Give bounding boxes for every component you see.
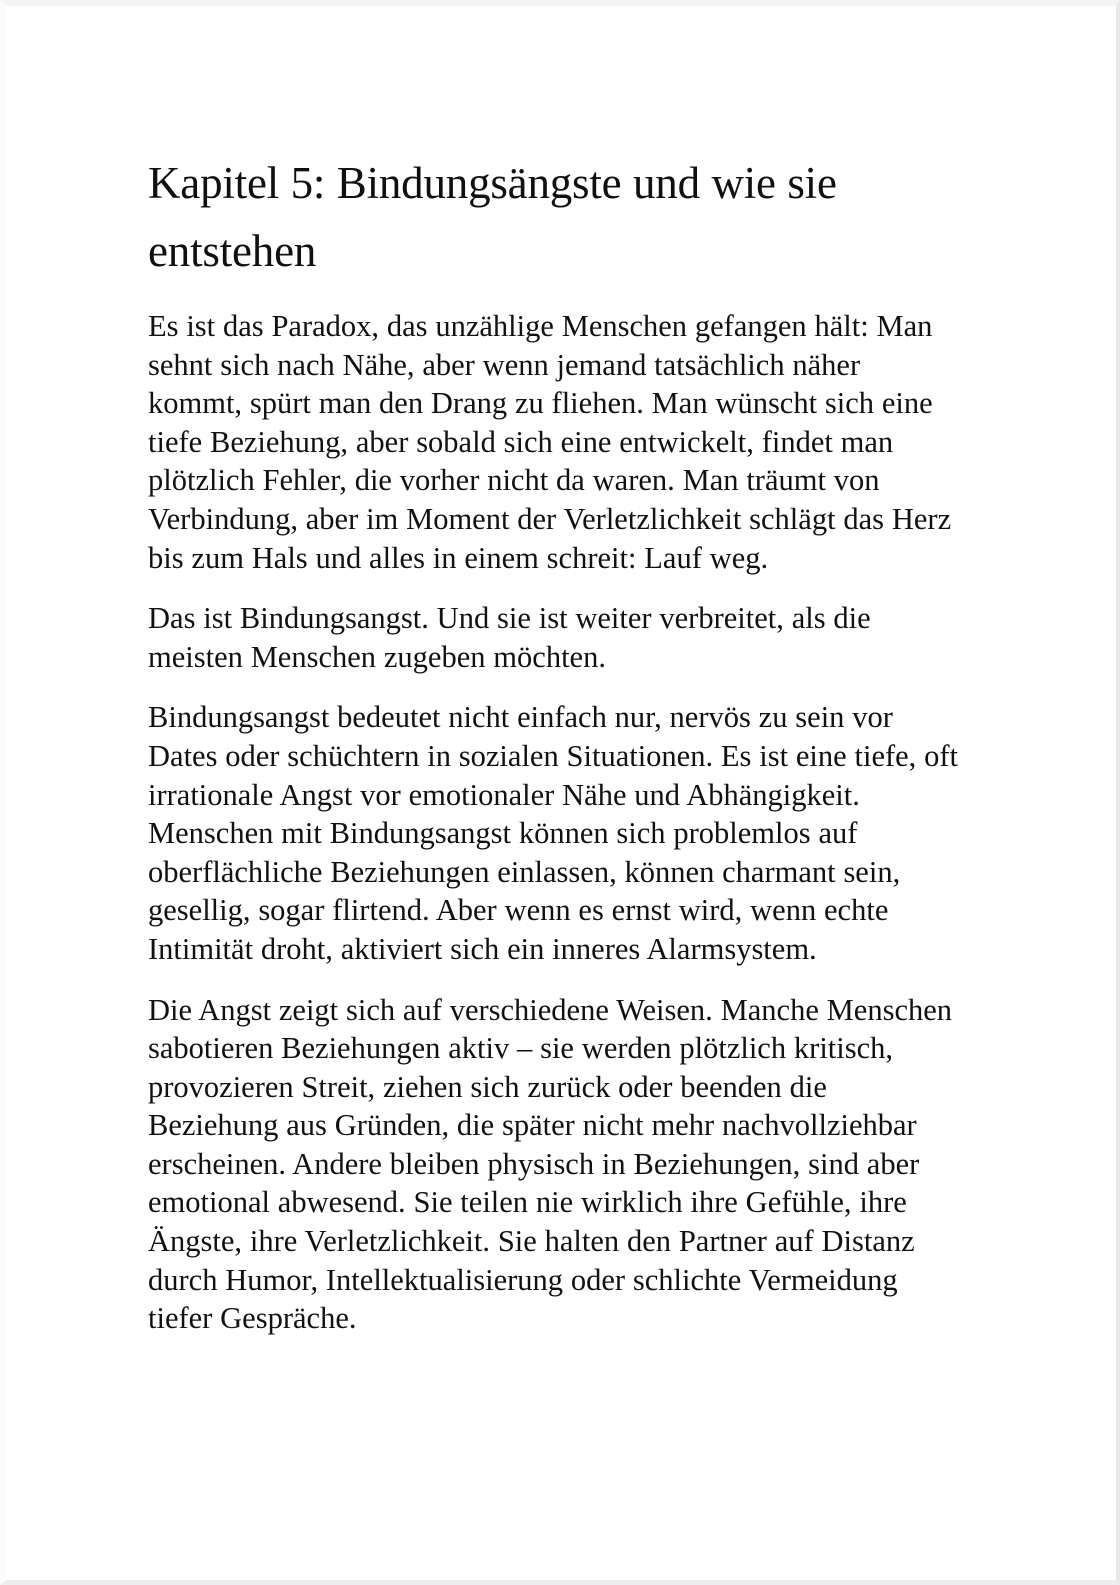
paragraph-2: Das ist Bindungsangst. Und sie ist weiter verbreitet, als die meisten Menschen zugeben möchten. <box>148 601 871 674</box>
paragraph-4: Die Angst zeigt sich auf verschiedene Weisen. Manche Menschen sabotieren Beziehungen aktiv – sie werden plötzlich kritisch, provozieren Streit, ziehen sich zurück oder beenden die Beziehung aus Gründen, die später nicht mehr nachvollziehbar erscheinen. Andere bleiben physisch in Beziehungen, sind aber emotional abwesend. Sie teilen nie wirklich ihre Gefühle, ihre Ängste, ihre Verletzlichkeit. Sie halten den Partner auf Distanz durch Humor, Intellektualisierung oder schlichte Vermeidung tiefer Gespräche. <box>148 992 953 1336</box>
paragraph-3: Bindungsangst bedeutet nicht einfach nur, nervös zu sein vor Dates oder schüchtern in sozialen Situationen. Es ist eine tiefe, oft irrationale Angst vor emotionaler Nähe und Abhängigkeit. Menschen mit Bindungsangst können sich problemlos auf oberflächliche Beziehungen einlassen, können charmant sein, gesellig, sogar flirtend. Aber wenn es ernst wird, wenn echte Intimität droht, aktiviert sich ein inneres Alarmsystem. <box>148 700 959 966</box>
page-inner <box>7 6 1116 1580</box>
paragraph-1: Es ist das Paradox, das unzählige Menschen gefangen hält: Man sehnt sich nach Nähe, aber wenn jemand tatsächlich näher kommt, spürt man den Drang zu fliehen. Man wünscht sich eine tiefe Beziehung, aber sobald sich eine entwickelt, findet man plötzlich Fehler, die vorher nicht da waren. Man träumt von Verbindung, aber im Moment der Verletzlichkeit schlägt das Herz bis zum Hals und alles in einem schreit: Lauf weg. <box>148 309 952 575</box>
document-content <box>148 149 960 1338</box>
page-title: Kapitel 5: Bindungsängste und wie sie entstehen <box>148 158 837 276</box>
document-body <box>148 307 960 1338</box>
